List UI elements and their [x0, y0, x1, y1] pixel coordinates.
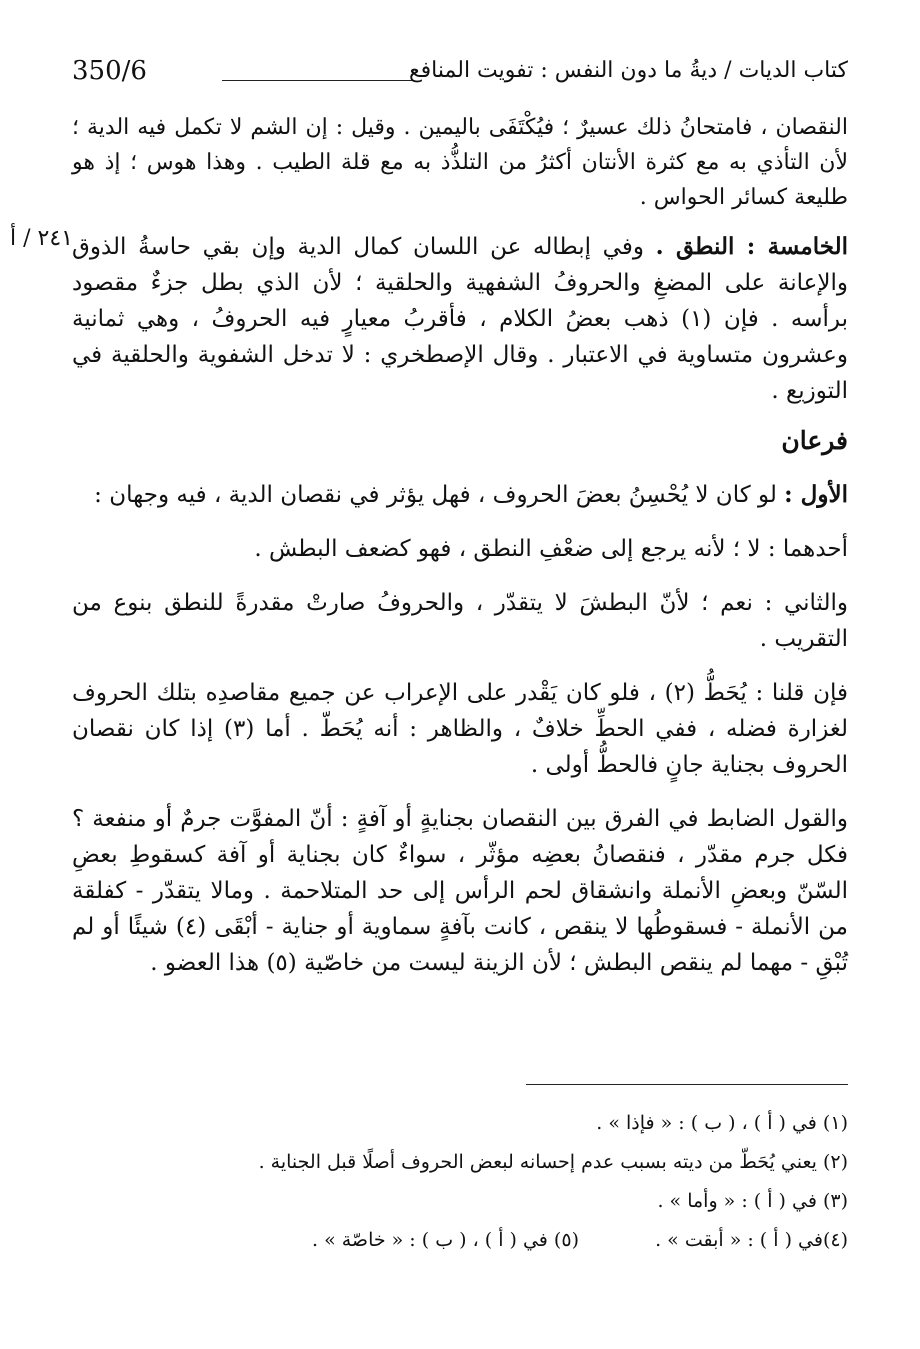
paragraph-2-text: وفي إبطاله عن اللسان كمال الدية وإن بقي حاسةُ الذوق والإعانة على المضغِ والحروفُ الشفهية والحلقية ؛ لأن الذي بطل جزءٌ مقصود برأسه . فإن (١) ذهب بعضُ الكلام ، فأقربُ معيارٍ فيه الحروفُ ، وهي ثمانية وعشرون متساوية في الاعتبار . وقال الإصطخري : لا تدخل الشفوية والحلقية في التوزيع . [72, 234, 848, 404]
paragraph-1: النقصان ، فامتحانُ ذلك عسيرٌ ؛ فيُكْتَفَى باليمين . وقيل : إن الشم لا تكمل فيه الدية ؛ لأن التأذي به مع كثرة الأنتان أكثرُ من التلذُّذ به مع قلة الطيب . وهذا هوس ؛ إذ هو طليعة كسائر الحواس . [72, 115, 848, 210]
running-title: كتاب الديات / ديةُ ما دون النفس : تفويت المنافع [408, 58, 848, 83]
paragraph-4: أحدهما : لا ؛ لأنه يرجع إلى ضعْفِ النطق ، فهو كضعف البطش . [254, 536, 848, 562]
paragraph-7: والقول الضابط في الفرق بين النقصان بجنايةٍ أو آفةٍ : أنّ المفوَّت جرمٌ أو منفعة ؟ فكل جرم مقدّر ، فنقصانُ بعضِه مؤثّر ، سواءٌ كان بجناية أو آفة كسقوطِ بعضِ السّنّ وبعضِ الأنملة وانشقاق لحم الرأس إلى حد المتلاحمة . ومالا يتقدّر - كفلقة من الأنملة - فسقوطُها لا ينقص ، كانت بآفةٍ سماوية أو جناية - أبْقَى (٤) شيئًا أو لم تُبْقِ - مهما لم ينقص البطش ؛ لأن الزينة ليست من خاصّية (٥) هذا العضو . [72, 806, 848, 976]
footnote-3: (٣) في ( أ ) : « وأما » . [657, 1190, 848, 1212]
page-number: 350/6 [72, 56, 147, 86]
footnote-separator [526, 1084, 848, 1085]
paragraph-3 [72, 477, 848, 513]
paragraph-5: والثاني : نعم ؛ لأنّ البطشَ لا يتقدّر ، والحروفُ صارتْ مقدرةً للنطق بنوع من التقريب . [72, 590, 848, 652]
paragraph-6: فإن قلنا : يُحَطُّ (٢) ، فلو كان يَقْدر على الإعراب عن جميع مقاصدِه بتلك الحروف لغزارة فضله ، ففي الحطِّ خلافٌ ، والظاهر : أنه يُحَطّ . أما (٣) إذا كان نقصان الحروف بجناية جانٍ فالحطُّ أولى . [72, 680, 848, 778]
footnote-5: (٥) في ( أ ) ، ( ب ) : « خاصّة » . [312, 1229, 579, 1251]
section-heading: فرعان [781, 426, 848, 455]
footnote-row-4-5 [72, 1227, 848, 1254]
paragraph-3-text: لو كان لا يُحْسِنُ بعضَ الحروف ، فهل يؤثر في نقصان الدية ، فيه وجهان : [94, 482, 777, 508]
paragraph-3-lead: الأول : [784, 481, 848, 508]
footnote-2: (٢) يعني يُحَطّ من ديته بسبب عدم إحسانه لبعض الحروف أصلًا قبل الجناية . [258, 1151, 848, 1173]
paragraph-2-lead: الخامسة : النطق . [655, 233, 848, 260]
page-header [72, 50, 848, 90]
main-text [72, 110, 848, 981]
header-rule [222, 80, 412, 81]
manuscript-folio-marker: ٢٤١ / أ [10, 226, 73, 251]
footnote-4: (٤)في ( أ ) : « أبقت » . [655, 1229, 848, 1251]
footnote-1: (١) في ( أ ) ، ( ب ) : « فإذا » . [596, 1112, 848, 1134]
paragraph-2 [72, 229, 848, 409]
footnotes [72, 1110, 848, 1254]
